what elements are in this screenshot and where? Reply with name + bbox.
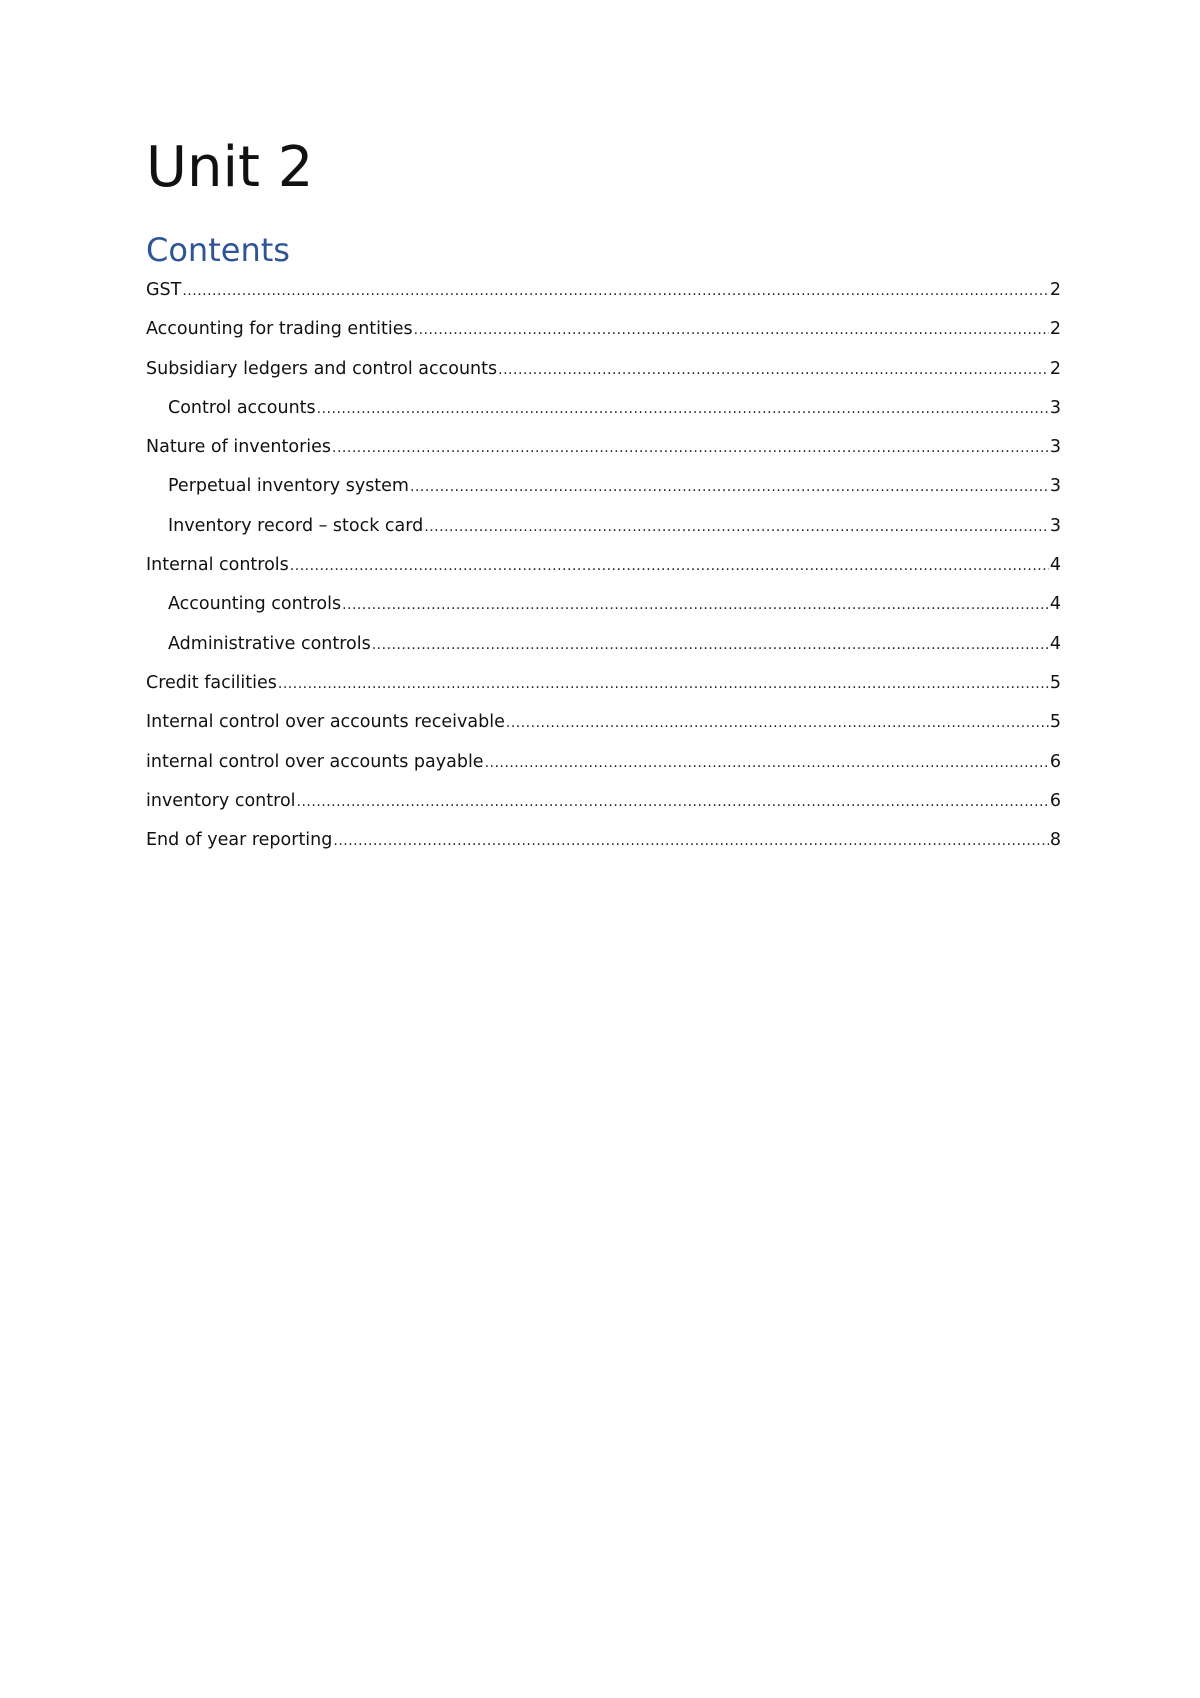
toc-dot-leader (332, 436, 1049, 460)
toc-entry-text: inventory control (146, 790, 296, 811)
toc-dot-leader (317, 397, 1049, 421)
toc-entry-nature-of-inventories[interactable] (146, 435, 1061, 474)
toc-page-number: 2 (1049, 280, 1061, 300)
toc-dot-leader (498, 358, 1049, 382)
toc-page-number: 8 (1049, 830, 1061, 851)
toc-entry-text: Inventory record – stock card (168, 515, 424, 536)
toc-entry-inventory-control[interactable] (146, 789, 1061, 828)
toc-dot-leader (372, 633, 1049, 657)
toc-page-number: 4 (1049, 555, 1061, 576)
toc-entry-control-accounts[interactable] (146, 396, 1061, 435)
toc-dot-leader (278, 672, 1049, 696)
toc-page-number: 6 (1049, 751, 1061, 772)
toc-page-number: 2 (1049, 319, 1061, 340)
toc-page-number: 2 (1049, 358, 1061, 379)
toc-page-number: 4 (1049, 594, 1061, 615)
toc-page-number: 3 (1049, 476, 1061, 497)
toc-entry-text: Internal control over accounts receivable (146, 712, 505, 733)
toc-entry-accounting-controls[interactable] (146, 592, 1061, 631)
toc-dot-leader (182, 279, 1049, 303)
toc-dot-leader (424, 515, 1049, 539)
toc-dot-leader (485, 751, 1049, 775)
toc-entry-text: Credit facilities (146, 672, 277, 693)
toc-entry-subsidiary-ledgers[interactable] (146, 357, 1061, 396)
toc-entry-control-accounts-payable[interactable] (146, 750, 1061, 789)
toc-dot-leader (297, 790, 1049, 814)
toc-entry-end-of-year-reporting[interactable] (146, 828, 1061, 867)
toc-dot-leader (290, 554, 1049, 578)
toc-entry-text: End of year reporting (146, 830, 333, 851)
toc-page-number: 6 (1049, 790, 1061, 811)
toc-entry-text: Administrative controls (168, 633, 371, 654)
toc-entry-text: Accounting controls (168, 594, 342, 615)
toc-dot-leader (342, 593, 1049, 617)
toc-page-number: 3 (1049, 515, 1061, 536)
toc-entry-text: Nature of inventories (146, 437, 332, 458)
toc-page-number: 5 (1049, 712, 1061, 733)
toc-page-number: 3 (1049, 437, 1061, 458)
toc-entry-text: Subsidiary ledgers and control accounts (146, 358, 498, 379)
toc-entry-text: Internal controls (146, 555, 289, 576)
toc-entry-credit-facilities[interactable] (146, 671, 1061, 710)
toc-entry-control-accounts-receivable[interactable] (146, 710, 1061, 749)
toc-dot-leader (333, 829, 1048, 853)
toc-page-number: 4 (1049, 633, 1061, 654)
toc-entry-administrative-controls[interactable] (146, 632, 1061, 671)
toc-dot-leader (410, 475, 1049, 499)
toc-dot-leader (414, 318, 1049, 342)
toc-entry-perpetual-inventory[interactable] (146, 474, 1061, 513)
contents-heading: Contents (146, 231, 290, 269)
toc-page-number: 3 (1049, 397, 1061, 418)
toc-dot-leader (506, 711, 1049, 735)
toc-page-number: 5 (1049, 672, 1061, 693)
toc-entry-inventory-record[interactable] (146, 514, 1061, 553)
toc-entry-text: Perpetual inventory system (168, 476, 409, 497)
toc-entry-text: GST (146, 280, 182, 300)
toc-entry-text: Control accounts (168, 397, 316, 418)
toc-entry-internal-controls[interactable] (146, 553, 1061, 592)
table-of-contents (146, 278, 1061, 867)
toc-entry-accounting-trading-entities[interactable] (146, 317, 1061, 356)
toc-entry-text: Accounting for trading entities (146, 319, 413, 340)
toc-entry-text: internal control over accounts payable (146, 751, 484, 772)
document-title: Unit 2 (146, 135, 314, 200)
toc-entry-gst[interactable] (146, 278, 1061, 317)
